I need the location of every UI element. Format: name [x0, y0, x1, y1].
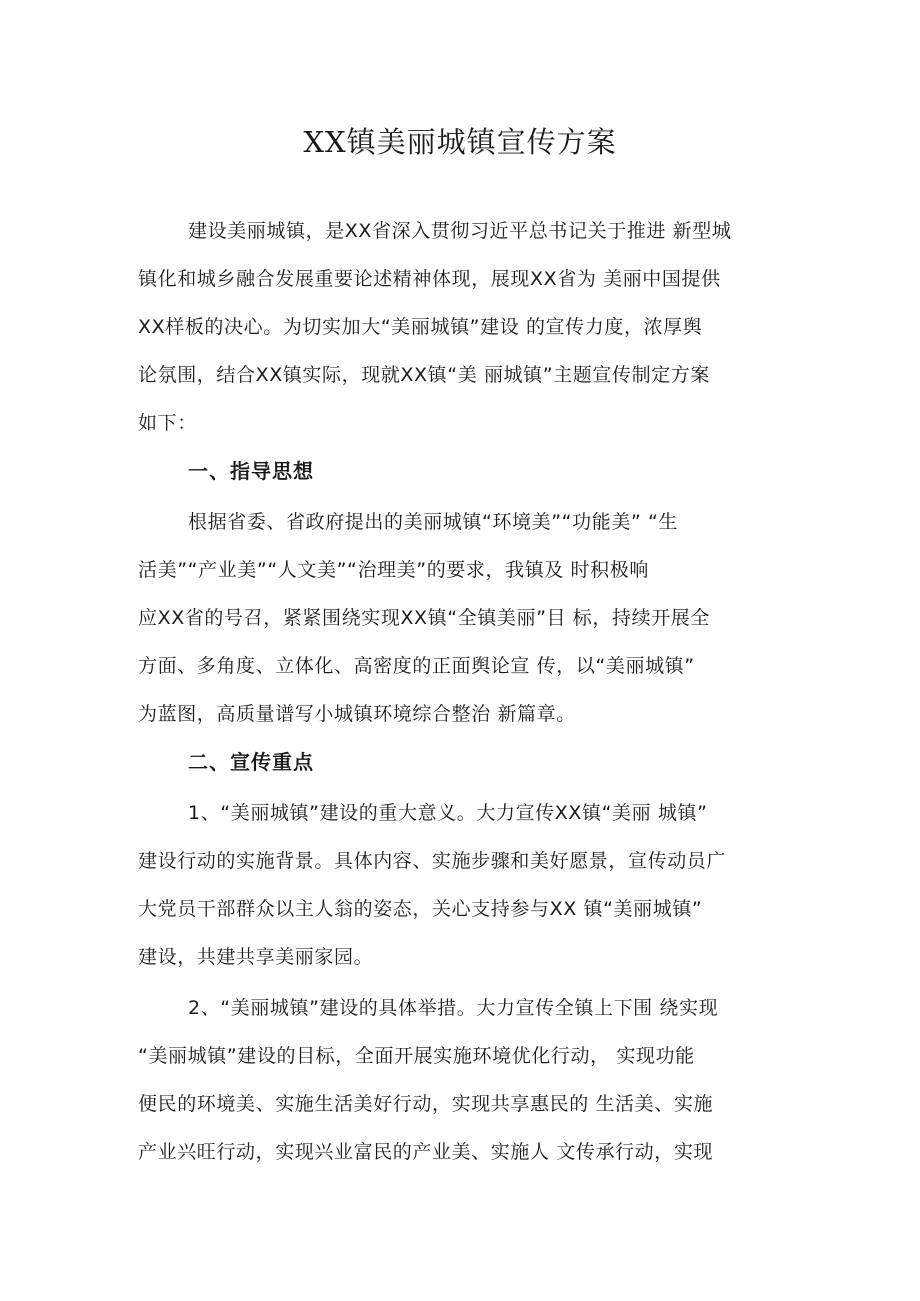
section-2-item-1-line-3: 大党员干部群众以主人翁的姿态，关心支持参与XX 镇“美丽城镇” [138, 898, 703, 920]
intro-line-3: XX样板的决心。为切实加大“美丽城镇”建设 的宣传力度，浓厚舆 [138, 316, 703, 338]
section-1-heading: 一、指导思想 [188, 459, 314, 483]
intro-line-2: 镇化和城乡融合发展重要论述精神体现，展现XX省为 美丽中国提供 [138, 268, 721, 290]
intro-line-5: 如下： [138, 412, 197, 434]
document-title: XX镇美丽城镇宣传方案 [303, 125, 617, 159]
intro-line-1: 建设美丽城镇，是XX省深入贯彻习近平总书记关于推进 新型城 [188, 220, 732, 242]
section-2-item-2-line-4: 产业兴旺行动，实现兴业富民的产业美、实施人 文传承行动，实现 [138, 1141, 714, 1163]
section-2-item-2-line-2: “美丽城镇”建设的目标，全面开展实施环境优化行动， 实现功能 [138, 1045, 695, 1067]
section-2-item-2-line-3: 便民的环境美、实施生活美好行动，实现共享惠民的 生活美、实施 [138, 1093, 714, 1115]
intro-line-4: 论氛围，结合XX镇实际，现就XX镇“美 丽城镇”主题宣传制定方案 [138, 364, 710, 386]
section-2-item-1-line-4: 建设，共建共享美丽家园。 [138, 946, 374, 968]
section-1-line-1: 根据省委、省政府提出的美丽城镇“环境美”“功能美” “生 [188, 511, 679, 533]
section-2-item-1-line-1: 1、“美丽城镇”建设的重大意义。大力宣传XX镇“美丽 城镇” [188, 802, 708, 824]
section-2-item-2-line-1: 2、“美丽城镇”建设的具体举措。大力宣传全镇上下围 绕实现 [188, 997, 719, 1019]
section-1-line-4: 方面、多角度、立体化、高密度的正面舆论宣 传，以“美丽城镇” [138, 655, 695, 677]
section-1-line-2: 活美”“产业美”“人文美”“治理美”的要求，我镇及 时积极响 [138, 559, 649, 581]
section-2-heading: 二、宣传重点 [188, 750, 314, 774]
section-2-item-1-line-2: 建设行动的实施背景。具体内容、实施步骤和美好愿景，宣传动员广 [138, 850, 727, 872]
section-1-line-3: 应XX省的号召，紧紧围绕实现XX镇“全镇美丽”目 标，持续开展全 [138, 607, 710, 629]
section-1-line-5: 为蓝图，高质量谱写小城镇环境综合整治 新篇章。 [138, 703, 576, 725]
